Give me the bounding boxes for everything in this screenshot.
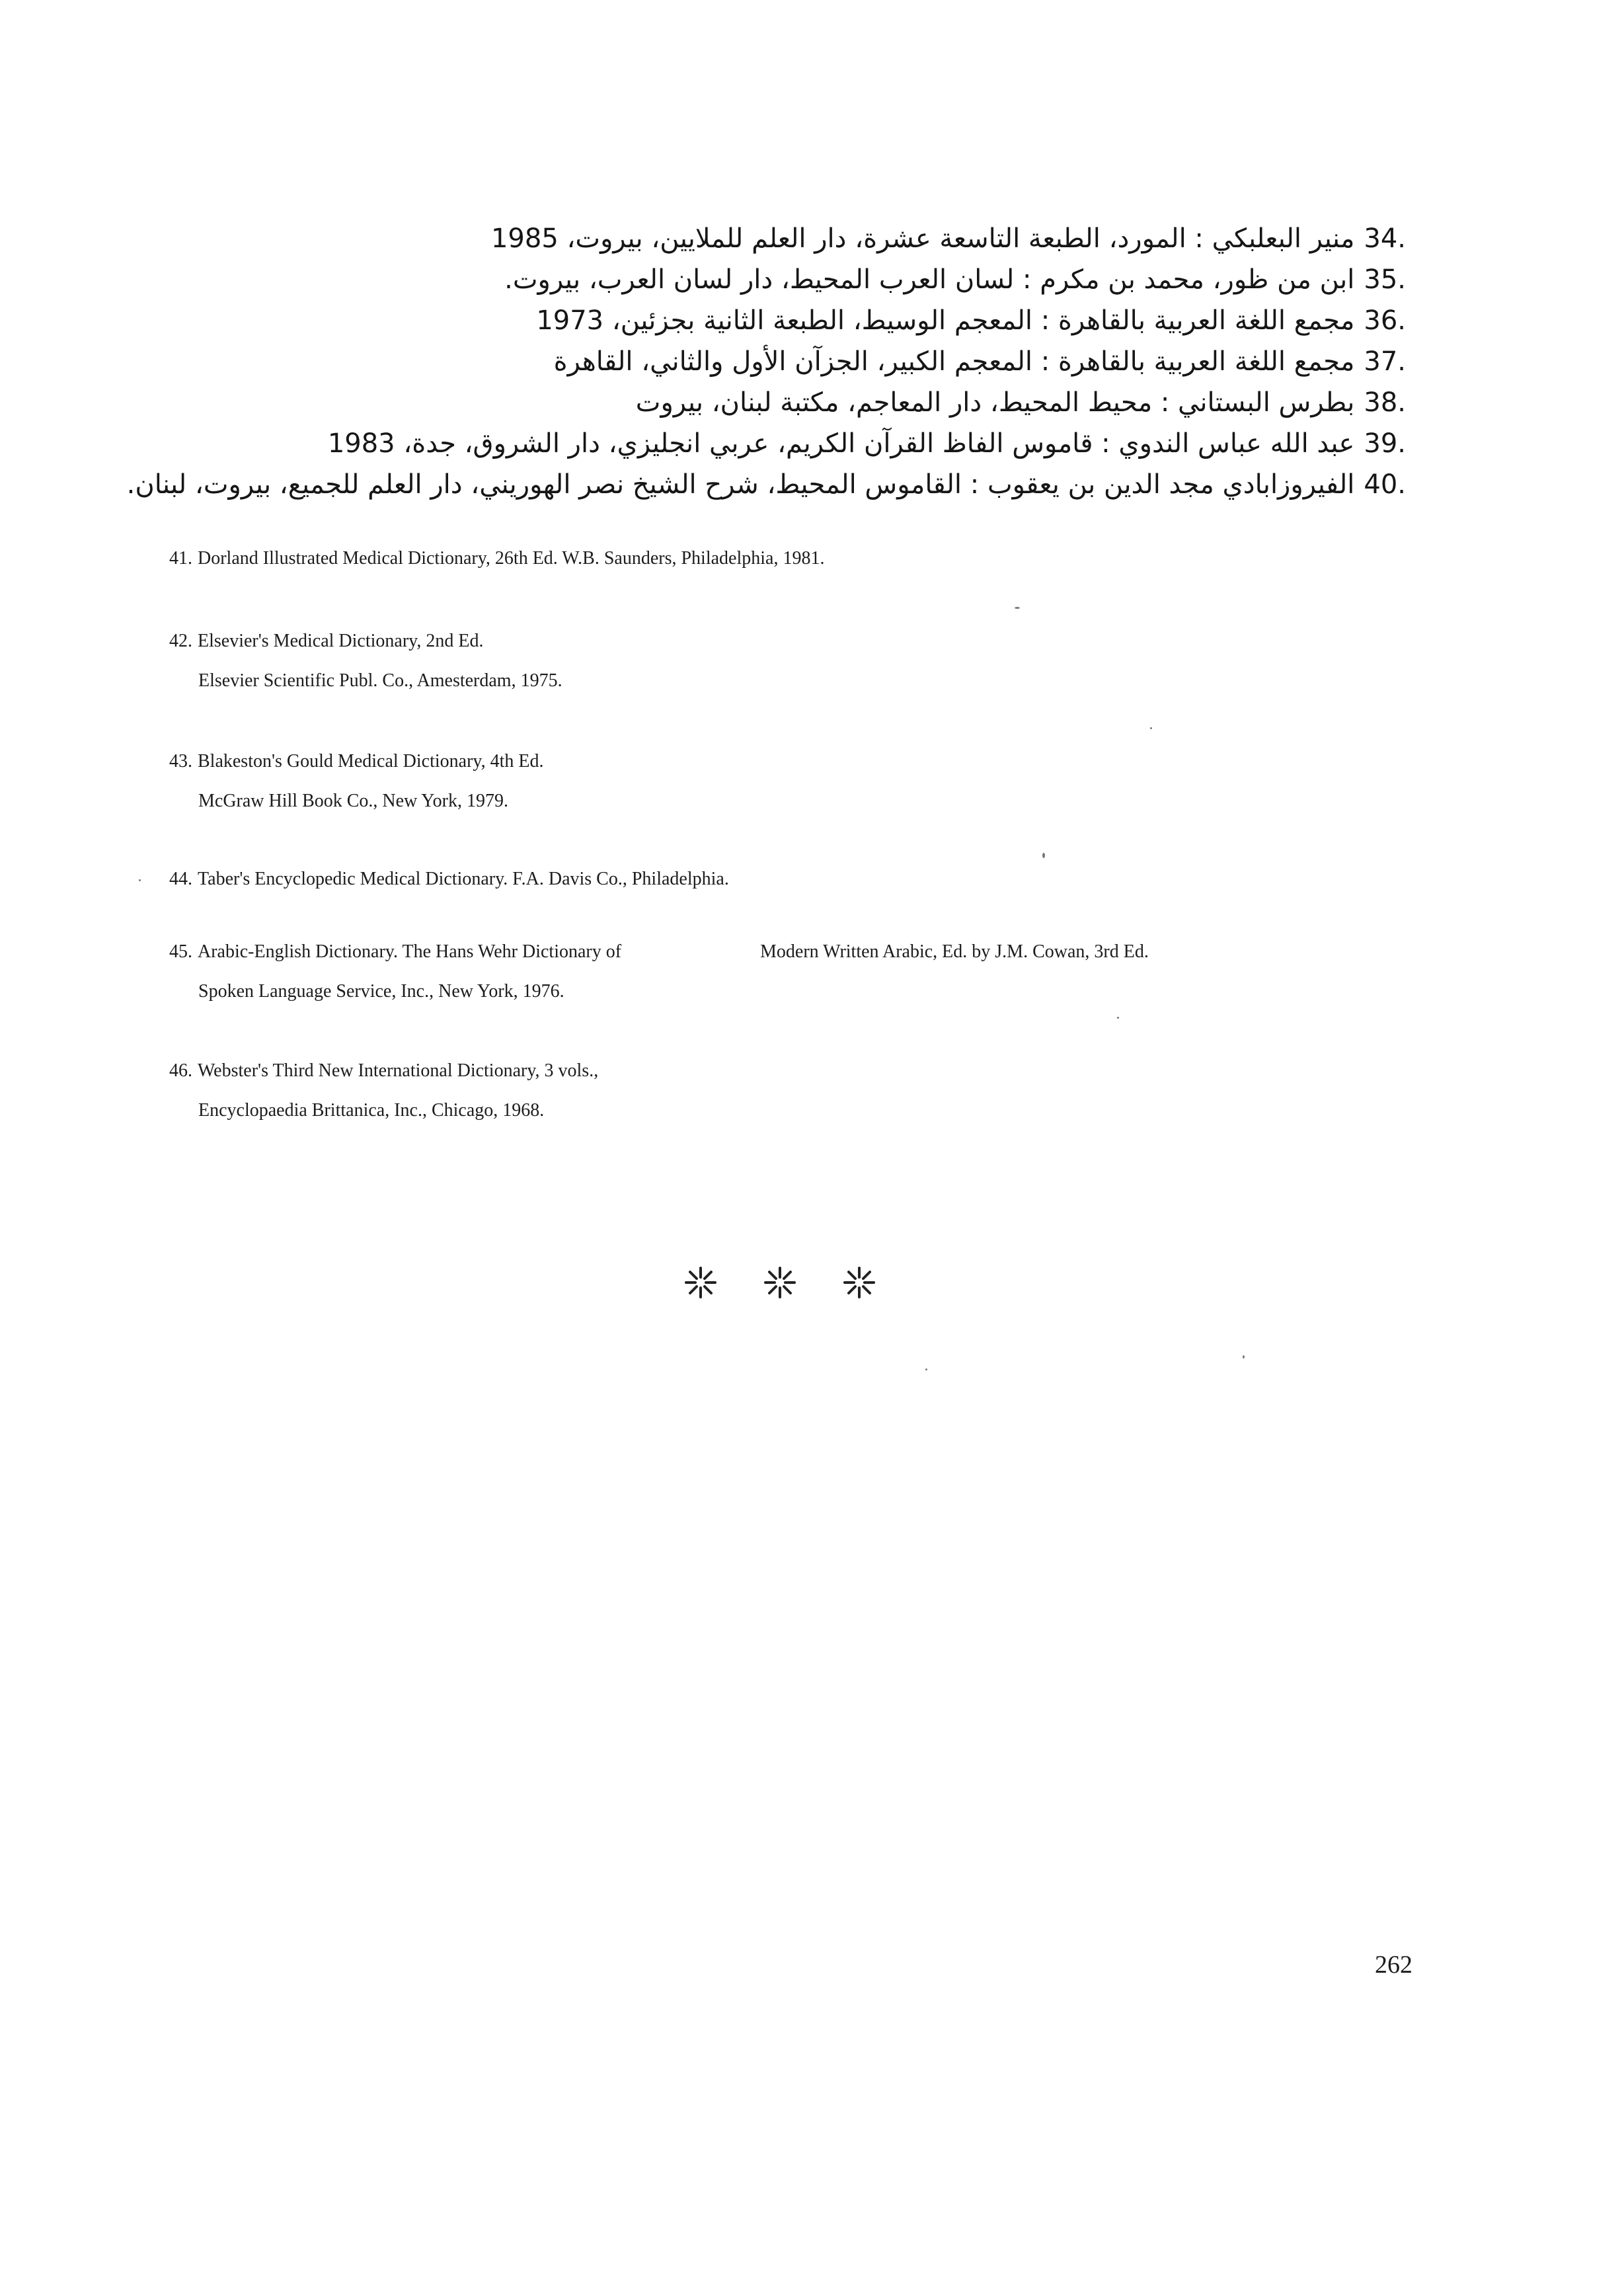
asterisk-star-icon <box>760 1263 800 1302</box>
reference-item <box>117 464 1406 505</box>
reference-item <box>117 300 1406 341</box>
reference-item <box>117 341 1406 382</box>
reference-text-continued: Elsevier Scientific Publ. Co., Amesterdam, 1975. <box>198 670 562 691</box>
scan-speck <box>1243 1355 1245 1359</box>
reference-text-continued: McGraw Hill Book Co., New York, 1979. <box>198 791 508 811</box>
reference-text: Dorland Illustrated Medical Dictionary, 26th Ed. W.B. Saunders, Philadelphia, 1981. <box>198 548 825 569</box>
reference-item <box>169 621 562 701</box>
reference-number: 38. <box>1364 387 1406 418</box>
reference-number: 41. <box>169 548 192 569</box>
reference-item <box>169 859 729 899</box>
reference-item <box>169 539 824 578</box>
section-divider <box>681 1263 879 1302</box>
reference-number: 44. <box>169 869 192 889</box>
reference-number: 46. <box>169 1060 192 1081</box>
reference-text-continued: Encyclopaedia Brittanica, Inc., Chicago, 1968. <box>198 1100 545 1121</box>
scan-speck <box>1042 853 1045 858</box>
reference-number: 34. <box>1364 223 1406 254</box>
asterisk-star-icon <box>839 1263 879 1302</box>
reference-number: 40. <box>1364 469 1406 500</box>
reference-text: مجمع اللغة العربية بالقاهرة : المعجم الكبير، الجزآن الأول والثاني، القاهرة <box>553 346 1355 377</box>
reference-text: Arabic-English Dictionary. The Hans Wehr Dictionary of <box>198 941 622 962</box>
reference-text: Blakeston's Gould Medical Dictionary, 4th Ed. <box>198 751 544 772</box>
reference-number: 45. <box>169 941 192 962</box>
reference-number: 36. <box>1364 305 1406 336</box>
reference-text: Elsevier's Medical Dictionary, 2nd Ed. <box>198 631 484 651</box>
reference-text: Webster's Third New International Dictionary, 3 vols., <box>198 1060 599 1081</box>
reference-item <box>169 1051 598 1130</box>
reference-text: Taber's Encyclopedic Medical Dictionary. F.A. Davis Co., Philadelphia. <box>198 869 729 889</box>
reference-item <box>117 259 1406 300</box>
reference-item <box>169 742 543 821</box>
scan-speck <box>1117 1017 1119 1019</box>
reference-item <box>169 932 1149 1011</box>
asterisk-star-icon <box>681 1263 720 1302</box>
reference-text: مجمع اللغة العربية بالقاهرة : المعجم الوسيط، الطبعة الثانية بجزئين، 1973 <box>536 305 1355 336</box>
reference-text-continued: Spoken Language Service, Inc., New York, 1976. <box>198 981 564 1002</box>
reference-text-column-two: Modern Written Arabic, Ed. by J.M. Cowan, 3rd Ed. <box>760 941 1149 962</box>
reference-number: 37. <box>1364 346 1406 377</box>
reference-number: 39. <box>1364 428 1406 459</box>
reference-item <box>117 218 1406 259</box>
reference-item <box>117 382 1406 423</box>
reference-text: بطرس البستاني : محيط المحيط، دار المعاجم، مكتبة لبنان، بيروت <box>635 387 1355 418</box>
scan-speck <box>925 1368 927 1370</box>
arabic-references-list <box>117 218 1406 505</box>
scan-speck <box>139 879 141 881</box>
scan-speck <box>1015 607 1020 609</box>
reference-number: 42. <box>169 631 192 651</box>
page-number: 262 <box>1375 1951 1412 1979</box>
reference-text: منير البعلبكي : المورد، الطبعة التاسعة عشرة، دار العلم للملايين، بيروت، 1985 <box>490 223 1355 254</box>
reference-number: 35. <box>1364 264 1406 295</box>
reference-number: 43. <box>169 751 192 772</box>
reference-text: عبد الله عباس الندوي : قاموس الفاظ القرآن الكريم، عربي انجليزي، دار الشروق، جدة، 1983 <box>327 428 1355 459</box>
scan-speck <box>1150 727 1152 729</box>
reference-text: الفيروزابادي مجد الدين بن يعقوب : القاموس المحيط، شرح الشيخ نصر الهوريني، دار العلم للجميع، بيروت، لبنان. <box>126 469 1355 500</box>
reference-item <box>117 423 1406 464</box>
reference-text: ابن من ظور، محمد بن مكرم : لسان العرب المحيط، دار لسان العرب، بيروت. <box>504 264 1355 295</box>
